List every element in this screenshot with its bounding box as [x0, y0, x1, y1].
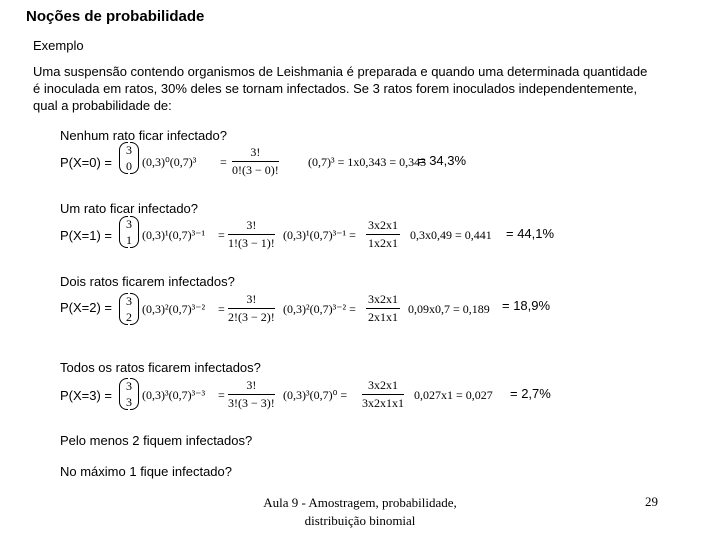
- computation: (0,3)³(0,7)⁰ =: [283, 388, 348, 402]
- fraction: [228, 292, 275, 325]
- fraction-denominator: 1!(3 − 1)!: [228, 236, 275, 250]
- footer-line-2: distribuição binomial: [304, 513, 416, 528]
- footer-text: [250, 494, 470, 530]
- binom-n: 3: [126, 217, 132, 231]
- fraction: [232, 145, 279, 178]
- computation-tail: 0,027x1 = 0,027: [414, 388, 493, 402]
- computation-tail: 0,09x0,7 = 0,189: [408, 302, 490, 316]
- slide-title: Noções de probabilidade: [26, 8, 205, 25]
- problem-statement: Uma suspensão contendo organismos de Leishmania é preparada e quando uma determinada quantidade é inoculada em ratos, 30% deles se tornam infectados. Se 3 ratos forem inoculados independentemente, qual a probabilidade de:: [33, 64, 648, 113]
- prob-lhs: P(X=2) =: [60, 300, 113, 315]
- equals-sign: =: [220, 155, 227, 169]
- binom-paren-right: [130, 142, 139, 174]
- question-all-infected: Todos os ratos ficarem infectados?: [60, 360, 261, 375]
- computation-tail: 0,3x0,49 = 0,441: [410, 228, 492, 242]
- computation: (0,7)³ = 1x0,343 = 0,343: [308, 155, 427, 169]
- fraction-numerator: 3!: [232, 145, 279, 162]
- powers: (0,3)³(0,7)³⁻³: [142, 388, 206, 402]
- equals-sign: =: [218, 302, 225, 316]
- result: = 44,1%: [506, 226, 555, 241]
- powers: (0,3)¹(0,7)³⁻¹: [142, 228, 206, 242]
- fraction-2: [366, 218, 400, 251]
- result: = 18,9%: [502, 298, 551, 313]
- fraction-2: [366, 292, 400, 325]
- binom-n: 3: [126, 294, 132, 308]
- question-at-least-two: Pelo menos 2 fiquem infectados?: [60, 433, 253, 448]
- footer-line-1: Aula 9 - Amostragem, probabilidade,: [263, 495, 457, 510]
- fraction-numerator: 3x2x1: [366, 218, 400, 235]
- fraction-numerator: 3!: [228, 218, 275, 235]
- fraction-numerator: 3x2x1: [362, 378, 404, 395]
- computation: (0,3)²(0,7)³⁻² =: [283, 302, 356, 316]
- fraction-denominator: 2x1x1: [368, 310, 398, 324]
- binom-paren-right: [130, 378, 139, 410]
- fraction-denominator: 0!(3 − 0)!: [232, 163, 279, 177]
- binom-k: 0: [126, 159, 132, 173]
- powers: (0,3)²(0,7)³⁻²: [142, 302, 206, 316]
- result: = 2,7%: [510, 386, 551, 401]
- prob-lhs: P(X=0) =: [60, 155, 113, 170]
- question-at-most-one: No máximo 1 fique infectado?: [60, 464, 232, 479]
- fraction-numerator: 3x2x1: [366, 292, 400, 309]
- fraction-denominator: 3!(3 − 3)!: [228, 396, 275, 410]
- equals-sign: =: [218, 388, 225, 402]
- fraction-2: [362, 378, 404, 411]
- binom-paren-right: [130, 293, 139, 325]
- fraction: [228, 218, 275, 251]
- result: = 34,3%: [418, 153, 467, 168]
- fraction: [228, 378, 275, 411]
- fraction-numerator: 3!: [228, 378, 275, 395]
- fraction-denominator: 1x2x1: [368, 236, 398, 250]
- binom-k: 2: [126, 310, 132, 324]
- binom-n: 3: [126, 379, 132, 393]
- question-none-infected: Nenhum rato ficar infectado?: [60, 128, 227, 143]
- prob-lhs: P(X=1) =: [60, 228, 113, 243]
- fraction-denominator: 2!(3 − 2)!: [228, 310, 275, 324]
- powers: (0,3)⁰(0,7)³: [142, 155, 197, 169]
- question-one-infected: Um rato ficar infectado?: [60, 201, 199, 216]
- binom-paren-right: [130, 216, 139, 248]
- page-number: 29: [645, 494, 658, 509]
- example-label: Exemplo: [33, 38, 84, 53]
- binom-k: 3: [126, 395, 132, 409]
- fraction-numerator: 3!: [228, 292, 275, 309]
- prob-lhs: P(X=3) =: [60, 388, 113, 403]
- equals-sign: =: [218, 228, 225, 242]
- binom-n: 3: [126, 143, 132, 157]
- binom-k: 1: [126, 233, 132, 247]
- question-two-infected: Dois ratos ficarem infectados?: [60, 274, 235, 289]
- computation: (0,3)¹(0,7)³⁻¹ =: [283, 228, 356, 242]
- fraction-denominator: 3x2x1x1: [362, 396, 404, 410]
